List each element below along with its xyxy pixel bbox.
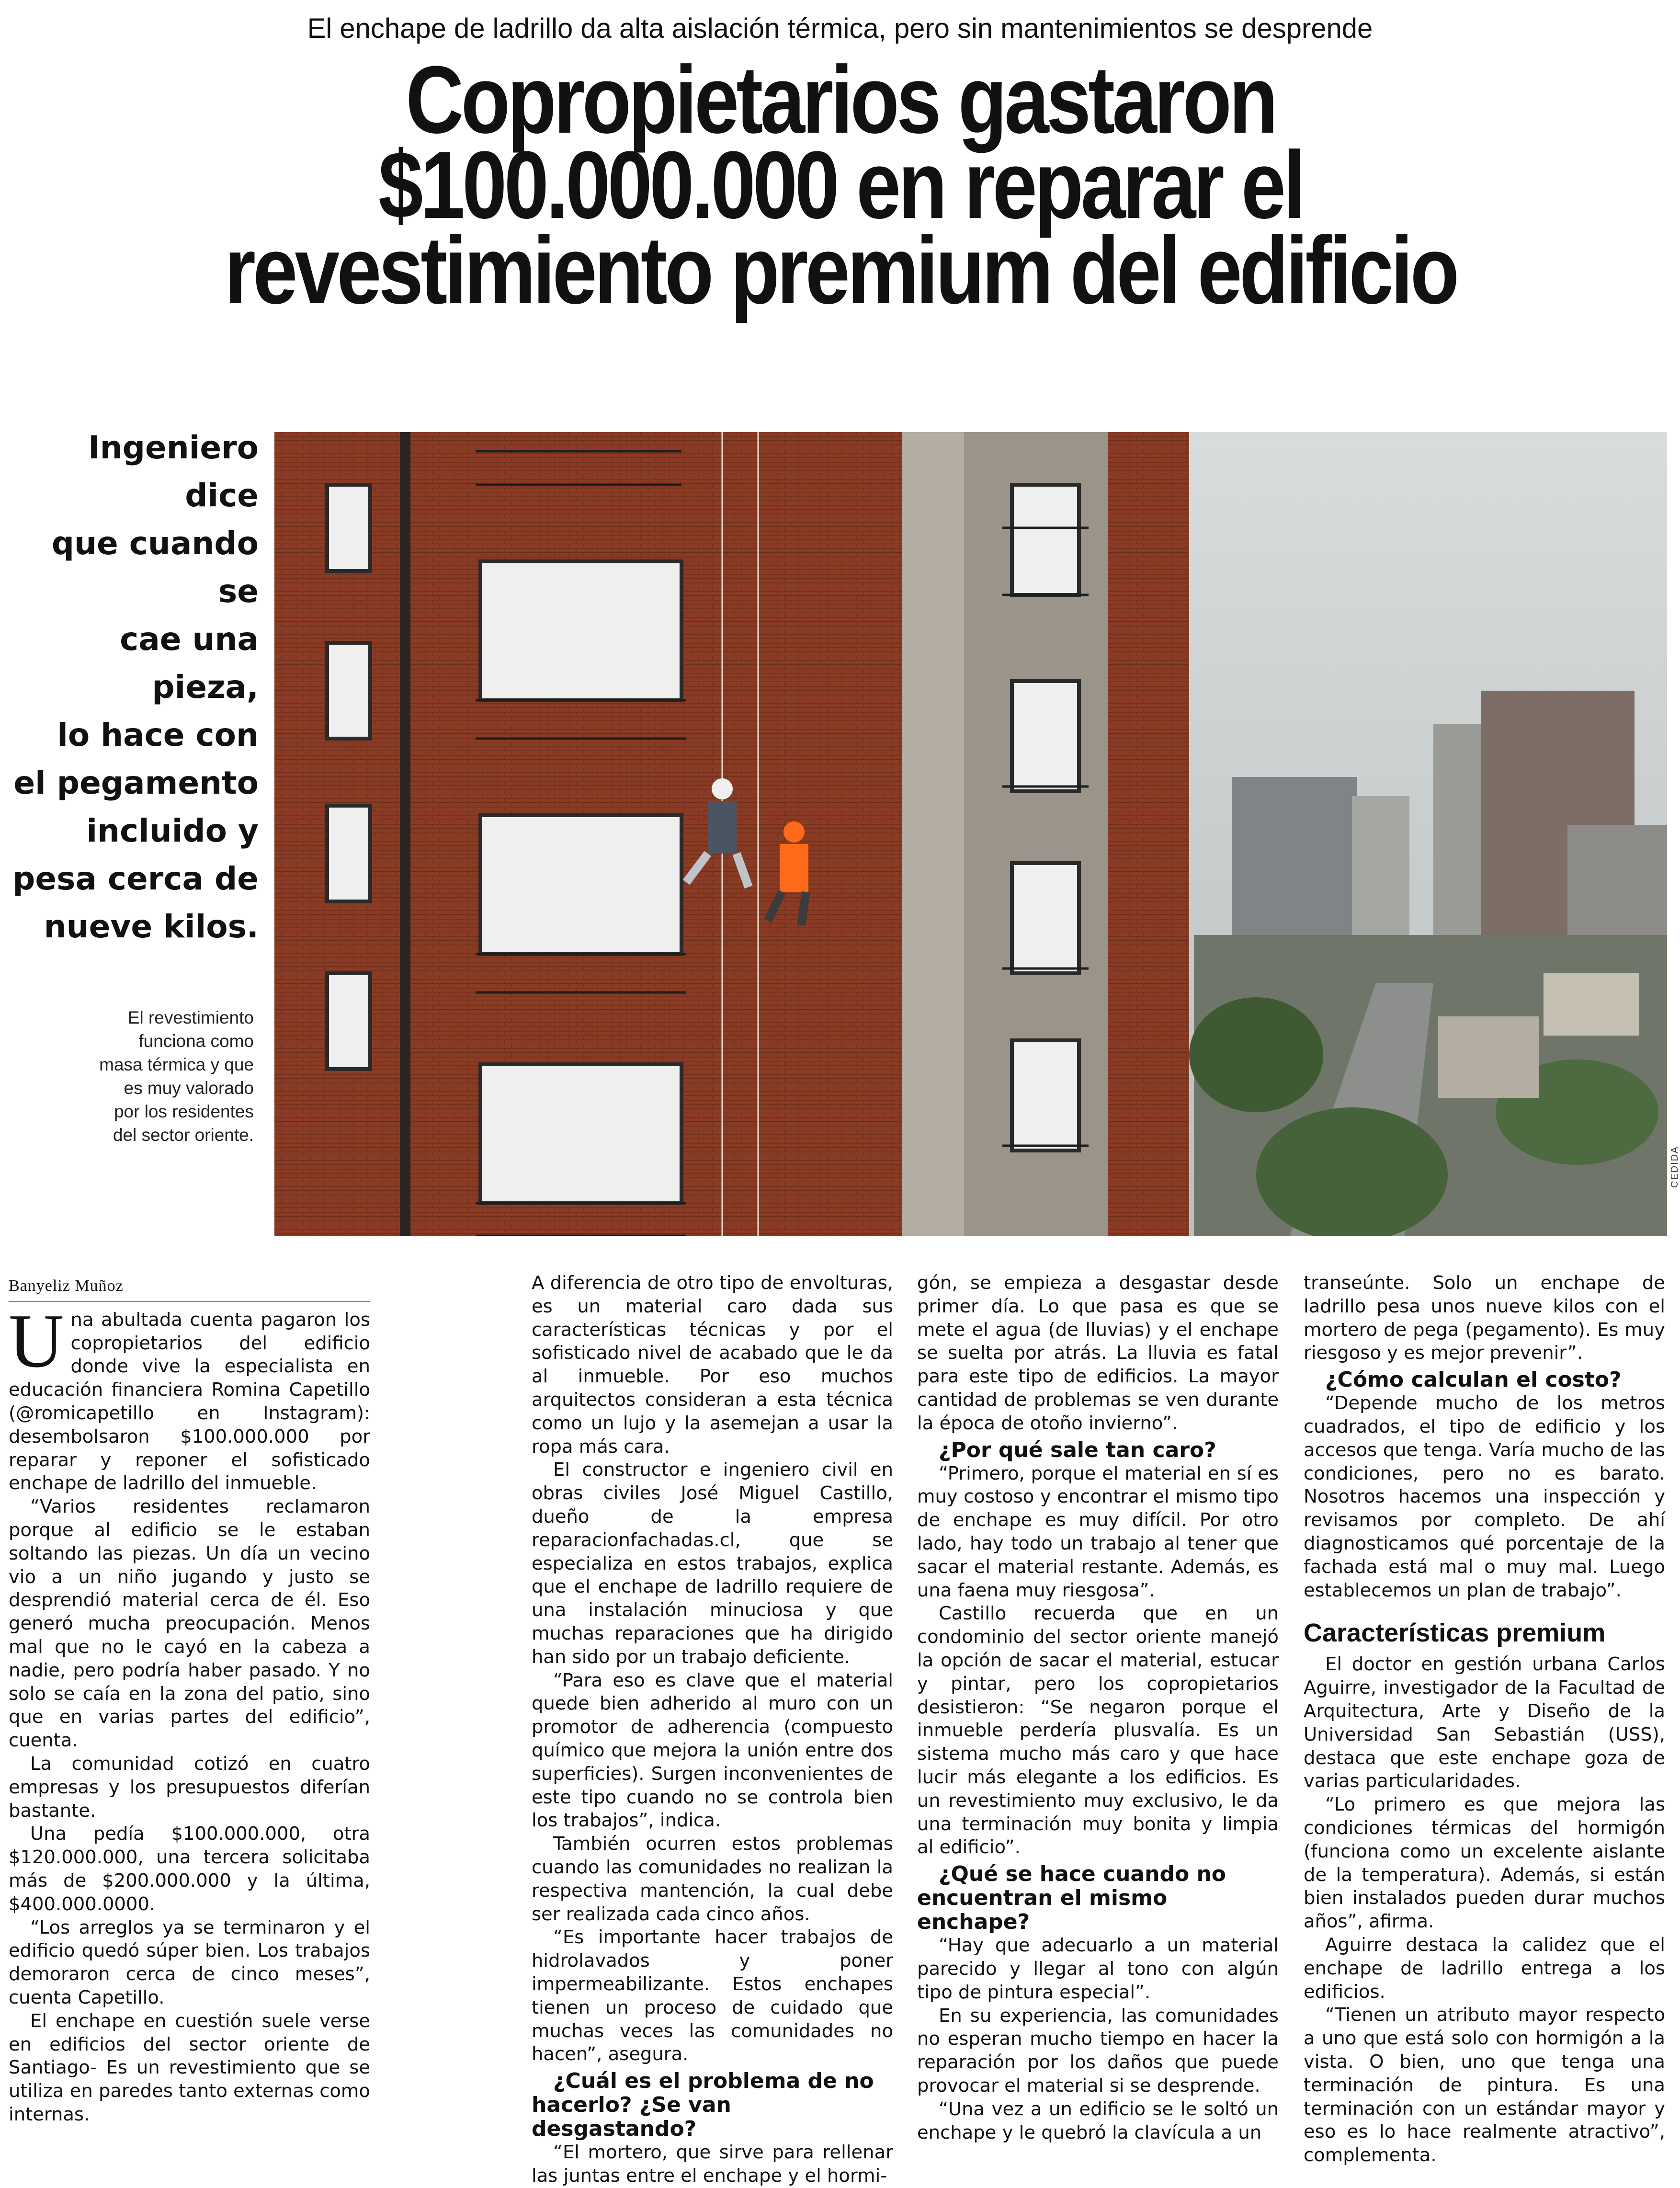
headline-line-1: Copropietarios gastaron <box>406 46 1275 153</box>
paragraph: transeúnte. Solo un enchape de ladrillo pesa unos nueve kilos con el mortero de pega (pegamento). Es muy riesgoso y es mejor prevenir”. <box>1304 1272 1665 1364</box>
paragraph: gón, se empieza a desgastar desde primer día. Lo que pasa es que se mete el agua (de lluvias) y el enchape se suelta por atrás. La lluvia es fatal para este tipo de edificios. La mayor cantidad de problemas se ven durante la época de otoño invierno”. <box>917 1272 1279 1434</box>
article-column-3 <box>917 1272 1279 2144</box>
question-heading: ¿Cómo calculan el costo? <box>1325 1368 1622 1392</box>
paragraph: “Para eso es clave que el material quede bien adherido al muro con un promotor de adherencia (compuesto químico que mejora la unión entre dos superficies). Surgen inconvenientes de este tipo cuando no se controla bien los trabajos”, indica. <box>532 1669 893 1832</box>
caption-line: funciona como <box>138 1031 254 1051</box>
paragraph: “Los arreglos ya se terminaron y el edificio quedó súper bien. Los trabajos demoraron cerca de cinco meses”, cuenta Capetillo. <box>9 1916 370 2008</box>
caption-line: masa térmica y que <box>99 1055 254 1074</box>
paragraph: “Lo primero es que mejora las condiciones térmicas del hormigón (funciona como un excelente aislante de la temperatura). Además, si están bien instalados pueden durar muchos años”, afirma. <box>1304 1794 1665 1933</box>
paragraph: También ocurren estos problemas cuando las comunidades no realizan la respectiva mantención, la cual debe ser realizada cada cinco años. <box>532 1833 893 1925</box>
dropcap: U <box>9 1298 64 1383</box>
article-column-1 <box>9 1272 370 2127</box>
paragraph: Castillo recuerda que en un condominio del sector oriente manejó la opción de sacar el material, estucar y pintar, pero los copropietarios desistieron: “Se negaron porque el inmueble perdería plusvalía. Es un sistema mucho más caro y que hace lucir más elegante a los edificios. Es un revestimiento muy exclusivo, le da una terminación muy bonita y limpia al edificio”. <box>917 1603 1279 1858</box>
deck-line: cae una pieza, <box>120 621 259 706</box>
paragraph: “Varios residentes reclamaron porque al edificio se le estaban soltando las piezas. Un día un vecino vio a un niño jugando y justo se desprendió material cerca de él. Eso generó mucha preocupación. Menos mal que no le cayó en la cabeza a nadie, pero podría haber pasado. Y no solo se caía en la zona del patio, sino que en varias partes del edificio”, cuenta. <box>9 1496 370 1752</box>
photo-caption <box>48 1006 254 1147</box>
deck-line: lo hace con <box>57 717 259 753</box>
deck-line: que cuando se <box>51 525 259 610</box>
question-heading: ¿Qué se hace cuando no encuentran el mismo enchape? <box>917 1862 1226 1935</box>
paragraph: A diferencia de otro tipo de envolturas, es un material caro dada sus características técnicas y por el sofisticado nivel de acabado que le da al inmueble. Por eso muchos arquitectos consideran a esta técnica como un lujo y la asemejan a usar la ropa más cara. <box>532 1272 893 1458</box>
paragraph: Una abultada cuenta pagaron los copropietarios del edificio donde vive la especialista en educación financiera Romina Capetillo (@romicapetillo en Instagram): desembolsaron $100.000.000 por reparar y reponer el sofisticado enchape de ladrillo del inmueble. <box>9 1298 370 1494</box>
subheading: Características premium <box>1304 1618 1606 1648</box>
paragraph: La comunidad cotizó en cuatro empresas y los presupuestos diferían bastante. <box>9 1753 370 1822</box>
paragraph: “Una vez a un edificio se le soltó un enchape y le quebró la clavícula a un <box>917 2098 1279 2143</box>
caption-line: del sector oriente. <box>113 1125 254 1145</box>
deck-line: el pegamento <box>13 764 259 801</box>
paragraph: “Depende mucho de los metros cuadrados, el tipo de edificio y los accesos que tenga. Varía mucho de las condiciones, pero no es barato. Nosotros hacemos una inspección y revisamos por completo. De ahí diagnosticamos qué porcentaje de la fachada está mal o muy mal. Luego establecemos un plan de trabajo”. <box>1304 1392 1665 1601</box>
headline-line-2: $100.000.000 en reparar el <box>378 132 1303 239</box>
headline <box>170 46 1510 324</box>
paragraph: “Es importante hacer trabajos de hidrolavados y poner impermeabilizante. Estos enchapes tienen un proceso de cuidado que muchas veces las comunidades no hacen”, asegura. <box>532 1926 893 2065</box>
paragraph: El enchape en cuestión suele verse en edificios del sector oriente de Santiago- Es un revestimiento que se utiliza en paredes tanto externas como internas. <box>9 2010 370 2125</box>
deck-line: Ingeniero dice <box>88 429 259 514</box>
paragraph: Aguirre destaca la calidez que el enchape de ladrillo entrega a los edificios. <box>1304 1934 1665 2003</box>
kicker: El enchape de ladrillo da alta aislación térmica, pero sin mantenimientos se desprende <box>307 13 1373 44</box>
deck-line: incluido y <box>86 812 259 849</box>
paragraph: El constructor e ingeniero civil en obras civiles José Miguel Castillo, dueño de la empresa reparacionfachadas.cl, que se especializa en estos trabajos, explica que el enchape de ladrillo requiere de una instalación minuciosa y que muchas reparaciones que ha dirigido han sido por un trabajo deficiente. <box>532 1459 893 1668</box>
article-column-2 <box>532 1272 893 2188</box>
building-photo <box>274 432 1667 1236</box>
deck-line: nueve kilos. <box>44 908 259 945</box>
paragraph: “Primero, porque el material en sí es muy costoso y encontrar el mismo tipo de enchape es muy difícil. Por otro lado, hay todo un trabajo al tener que sacar el material restante. Además, es una faena muy riesgosa”. <box>917 1462 1279 1601</box>
paragraph: En su experiencia, las comunidades no esperan mucho tiempo en hacer la reparación por los daños que puede provocar el material si se desprende. <box>917 2005 1279 2097</box>
photo-credit: CEDIDA <box>1669 1146 1680 1188</box>
deck <box>10 424 259 951</box>
article-column-4 <box>1304 1272 1665 2167</box>
caption-line: es muy valorado <box>124 1078 254 1098</box>
caption-line: por los residentes <box>114 1102 254 1121</box>
paragraph: “Tienen un atributo mayor respecto a uno que está solo con hormigón a la vista. O bien, uno que tenga una terminación de pintura. Es una terminación con un estándar mayor y eso es lo hace realmente atractivo”, complementa. <box>1304 2004 1665 2166</box>
paragraph: “El mortero, que sirve para rellenar las juntas entre el enchape y el hormi- <box>532 2142 893 2187</box>
paragraph: “Hay que adecuarlo a un material parecido y llegar al tono con algún tipo de pintura especial”. <box>917 1935 1279 2003</box>
paragraph: Una pedía $100.000.000, otra $120.000.000, una tercera solicitaba más de $200.000.000 y la última, $400.000.0000. <box>9 1823 370 1915</box>
question-heading: ¿Cuál es el problema de no hacerlo? ¿Se van desgastando? <box>532 2069 874 2142</box>
paragraph: El doctor en gestión urbana Carlos Aguirre, investigador de la Facultad de Arquitectura, Arte y Diseño de la Universidad San Sebastián (USS), destaca que este enchape goza de varias particularidades. <box>1304 1653 1665 1792</box>
caption-line: El revestimiento <box>127 1008 254 1027</box>
question-heading: ¿Por qué sale tan caro? <box>939 1437 1216 1462</box>
headline-line-3: revestimiento premium del edificio <box>224 217 1457 324</box>
deck-line: pesa cerca de <box>12 860 259 897</box>
byline: Banyeliz Muñoz <box>9 1275 370 1302</box>
